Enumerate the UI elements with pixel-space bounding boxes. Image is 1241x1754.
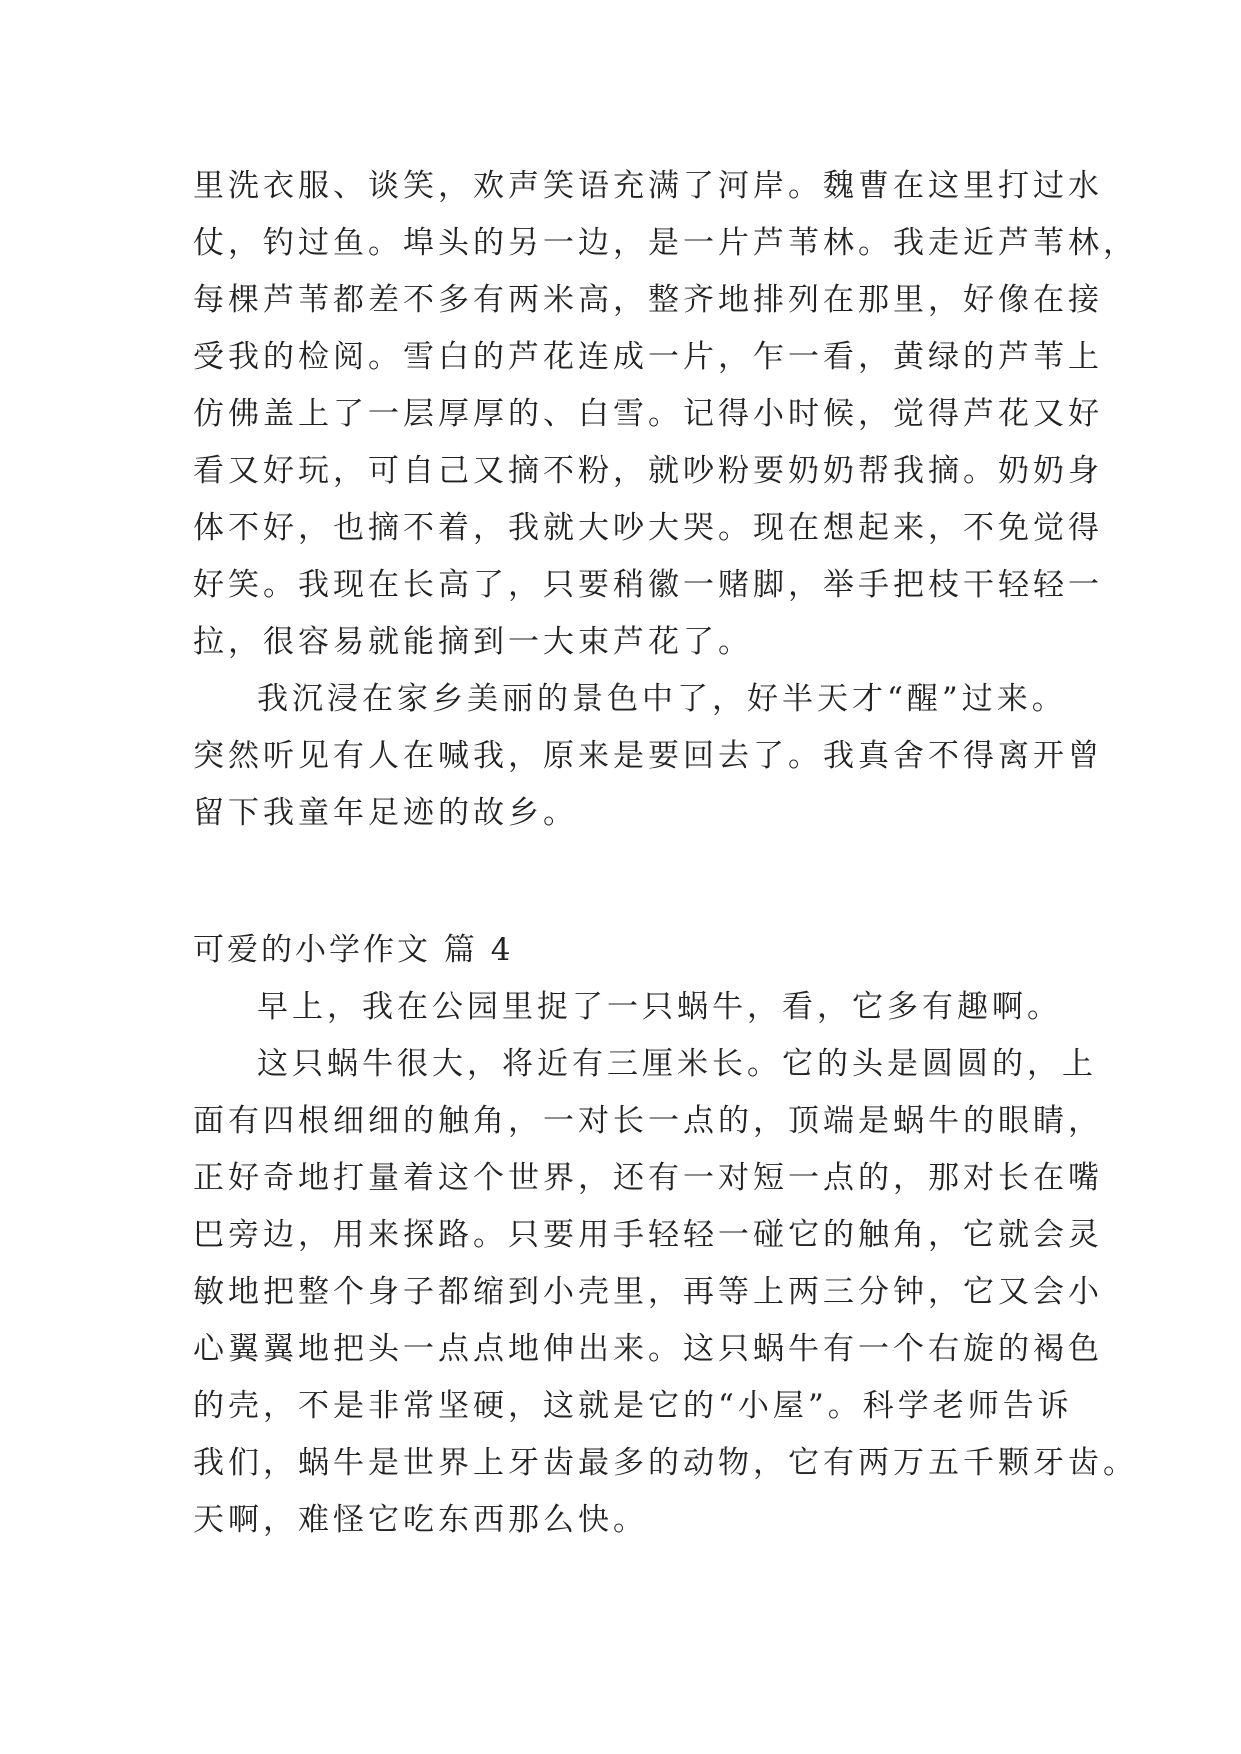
text-line: 拉，很容易就能摘到一大束芦花了。 <box>193 624 753 660</box>
text-line: 天啊，难怪它吃东西那么快。 <box>193 1502 648 1538</box>
text-line: 里洗衣服、谈笑，欢声笑语充满了河岸。魏曹在这里打过水 <box>193 168 1103 204</box>
text-line: 早上，我在公园里捉了一只蜗牛，看，它多有趣啊。 <box>257 989 1062 1025</box>
text-line: 我沉浸在家乡美丽的景色中了，好半天才“醒”过来。 <box>257 681 1067 717</box>
essay-heading: 可爱的小学作文 篇 4 <box>193 932 514 968</box>
text-line: 正好奇地打量着这个世界，还有一对短一点的，那对长在嘴 <box>193 1160 1103 1196</box>
text-line: 巴旁边，用来探路。只要用手轻轻一碰它的触角，它就会灵 <box>193 1217 1103 1253</box>
text-line: 我们，蜗牛是世界上牙齿最多的动物，它有两万五千颗牙齿。 <box>193 1445 1138 1481</box>
text-line: 仿佛盖上了一层厚厚的、白雪。记得小时候，觉得芦花又好 <box>193 396 1103 432</box>
text-line: 突然听见有人在喊我，原来是要回去了。我真舍不得离开曾 <box>193 738 1103 774</box>
text-line: 受我的检阅。雪白的芦花连成一片，乍一看，黄绿的芦苇上 <box>193 339 1103 375</box>
document-page <box>193 158 1138 1549</box>
text-line: 每棵芦苇都差不多有两米高，整齐地排列在那里，好像在接 <box>193 282 1103 318</box>
text-line: 这只蜗牛很大，将近有三厘米长。它的头是圆圆的，上 <box>257 1046 1097 1082</box>
text-line: 好笑。我现在长高了，只要稍徽一赌脚，举手把枝干轻轻一 <box>193 567 1103 603</box>
section-spacer <box>193 842 1063 922</box>
paragraph-snail-intro <box>193 979 1063 1036</box>
text-line: 仗，钓过鱼。埠头的另一边，是一片芦苇林。我走近芦苇林， <box>193 225 1138 261</box>
paragraph-hometown-ending <box>193 671 1103 842</box>
paragraph-snail-description <box>193 1036 1138 1549</box>
text-line: 心翼翼地把头一点点地伸出来。这只蜗牛有一个右旋的褐色 <box>193 1331 1103 1367</box>
paragraph-river-reeds <box>193 158 1138 671</box>
text-line: 敏地把整个身子都缩到小壳里，再等上两三分钟，它又会小 <box>193 1274 1103 1310</box>
text-line: 看又好玩，可自己又摘不粉，就吵粉要奶奶帮我摘。奶奶身 <box>193 453 1103 489</box>
text-line: 留下我童年足迹的故乡。 <box>193 795 578 831</box>
text-line: 体不好，也摘不着，我就大吵大哭。现在想起来，不免觉得 <box>193 510 1103 546</box>
text-line: 的壳，不是非常坚硬，这就是它的“小屋”。科学老师告诉 <box>193 1388 1073 1424</box>
text-line: 面有四根细细的触角，一对长一点的，顶端是蜗牛的眼睛， <box>193 1103 1103 1139</box>
